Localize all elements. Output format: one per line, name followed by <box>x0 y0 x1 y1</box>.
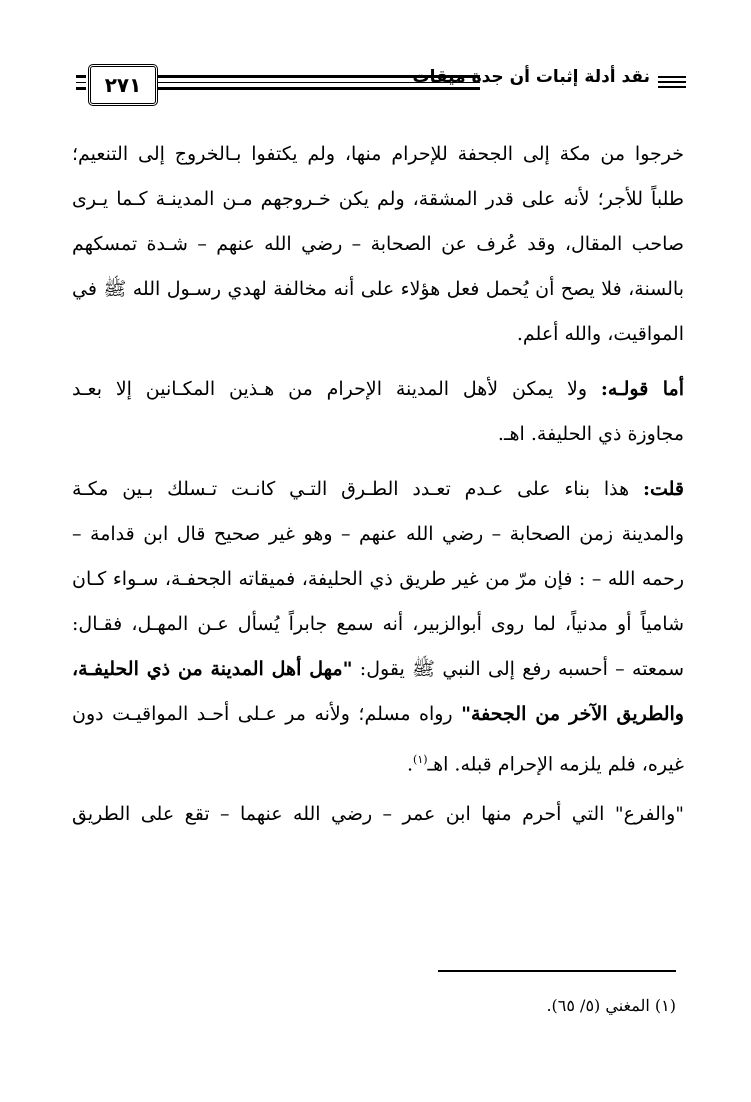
header-rule-bottom <box>158 87 480 90</box>
paragraph-2-line <box>72 367 684 412</box>
text-line <box>72 647 684 692</box>
header-rule-left <box>76 75 86 78</box>
paragraph-text: غيره، فلم يلزمه الإحرام قبله. اهـ <box>427 753 684 776</box>
page-number: ٢٧١ <box>88 64 158 106</box>
text-line: المواقيت، والله أعلم. <box>516 323 684 345</box>
text-line <box>72 737 684 782</box>
text-line: رحمه الله – : فإن مرّ من غير طريق ذي الحليفة، فميقاته الجحفـة، سـواء كـان <box>72 568 684 590</box>
paragraph-text: هذا بناء على عـدم تعـدد الطـرق التـي كانـت تـسلك بـين مكـة <box>72 478 643 500</box>
main-text <box>72 132 684 837</box>
text-line: خرجوا من مكة إلى الجحفة للإحرام منها، ولم يكتفوا بـالخروج إلى التنعيم؛ <box>72 143 684 165</box>
page-header <box>68 62 684 108</box>
reply-lead: قلت: <box>642 478 684 500</box>
text-line: مجاوزة ذي الحليفة. اهـ. <box>497 423 684 445</box>
text-line: والمدينة زمن الصحابة – رضي الله عنهم – وهو غير صحيح قال ابن قدامة – <box>72 523 684 545</box>
header-rule-left-thin <box>76 82 86 83</box>
text-line: صاحب المقال، وقد عُرف عن الصحابة – رضي الله عنهم – شـدة تمسكهم <box>72 233 684 255</box>
hadith-quote: والطريق الآخر من الجحفة" <box>461 703 684 725</box>
footnote <box>380 996 676 1015</box>
text-line: طلباً للأجر؛ لأنه على قدر المشقة، ولم يكن خـروجهم مـن المدينـة كـما يـرى <box>72 188 684 210</box>
paragraph-text: ولا يمكن لأهل المدينة الإحرام من هـذين المكـانين إلا بعـد <box>72 378 601 400</box>
footnote-marker: (١) <box>654 996 676 1015</box>
footnote-text: المغني (٥/ ٦٥). <box>546 996 650 1015</box>
paragraph-text: رواه مسلم؛ ولأنه مر عـلى أحـد المواقيـت دون <box>72 703 462 725</box>
paragraph-4-line: "والفرع" التي أحرم منها ابن عمر – رضي الله عنهما – تقع على الطريق <box>72 803 684 825</box>
paragraph-text: سمعته – أحسبه رفع إلى النبي ﷺ يقول: <box>352 658 684 680</box>
footnote-reference: (١) <box>413 753 428 766</box>
text-line: شامياً أو مدنياً، لما روى أبوالزبير، أنه سمع جابراً يُسأل عـن المهـل، فقـال: <box>72 613 684 635</box>
text-line: بالسنة، فلا يصح أن يُحمل فعل هؤلاء على أنه مخالفة لهدي رسـول الله ﷺ في <box>72 278 684 300</box>
paragraph-text: . <box>406 753 414 776</box>
paragraph-3-line <box>72 467 684 512</box>
running-title: نقد أدلة إثبات أن جدة ميقات <box>412 67 650 87</box>
text-line <box>72 692 684 737</box>
header-ornament <box>658 76 686 91</box>
quote-lead: أما قولـه: <box>600 378 684 400</box>
footnote-divider <box>438 970 676 972</box>
hadith-quote: "مهل أهل المدينة من ذي الحليفـة، <box>72 658 353 680</box>
header-rule-left-lower <box>76 87 86 90</box>
